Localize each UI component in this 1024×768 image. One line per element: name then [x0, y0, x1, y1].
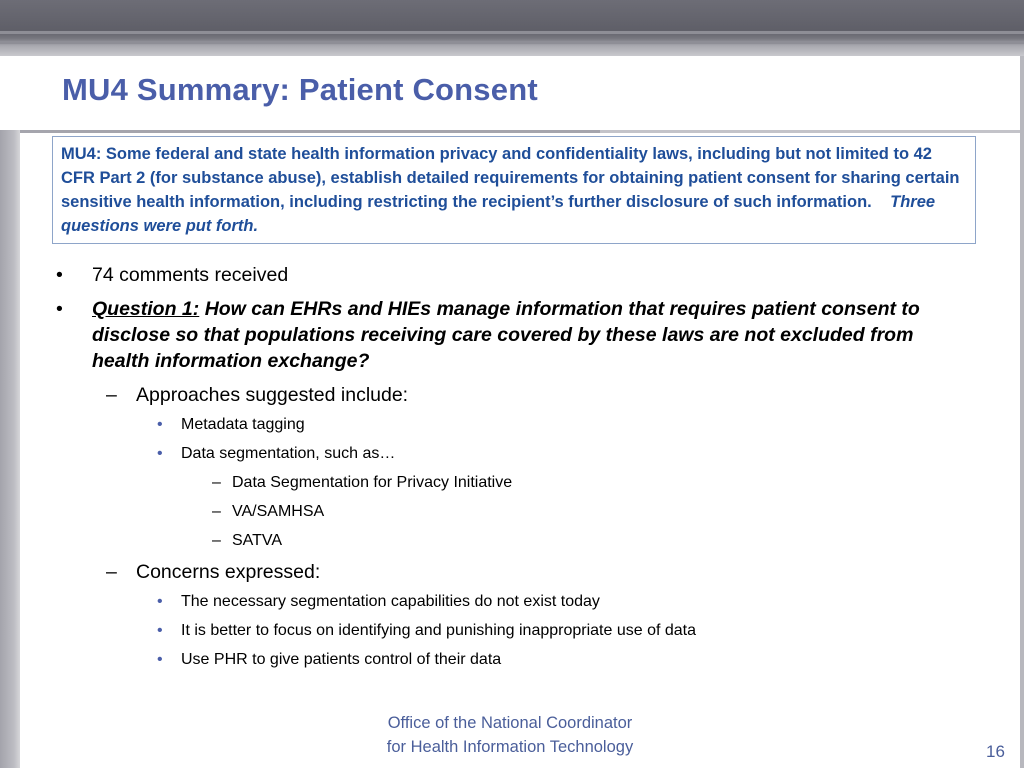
header-bar — [0, 0, 1024, 56]
question-item — [56, 296, 972, 374]
callout-box — [52, 136, 976, 244]
bullet-icon: • — [157, 445, 163, 462]
list-item — [157, 416, 305, 434]
footer-line: Office of the National Coordinator — [387, 714, 633, 732]
list-item — [212, 474, 513, 492]
callout-text: MU4: Some federal and state health information privacy and confidentiality laws, including but not limited to 42 CFR Part 2 (for substance abuse), establish detailed requirements for obtaining patient consent for sharing certain sensitive health information, including restricting the recipient’s further disclosure of such information. — [61, 145, 960, 211]
segmentation-example: Data Segmentation for Privacy Initiative — [232, 474, 513, 491]
list-item — [212, 532, 283, 550]
dash-icon: – — [106, 561, 117, 583]
bullet-icon: • — [157, 622, 163, 639]
list-item — [157, 622, 697, 640]
header-stripe — [0, 31, 1024, 34]
bullet-icon: • — [56, 298, 63, 320]
dash-icon: – — [106, 384, 117, 406]
header-stripe — [0, 41, 1024, 44]
title-underline — [0, 130, 600, 133]
approach-item: Data segmentation, such as… — [181, 445, 396, 462]
dash-icon: – — [212, 503, 221, 520]
dash-icon: – — [212, 532, 221, 549]
concerns-label: Concerns expressed: — [136, 561, 321, 583]
list-item — [56, 264, 289, 287]
segmentation-example: SATVA — [232, 532, 283, 549]
slide-title: MU4 Summary: Patient Consent — [62, 72, 538, 107]
list-item — [106, 384, 409, 407]
bullet-icon: • — [157, 416, 163, 433]
footer — [340, 711, 680, 759]
list-item — [212, 503, 325, 521]
page-number: 16 — [986, 742, 1005, 761]
approach-item: Metadata tagging — [181, 416, 305, 433]
concern-item: Use PHR to give patients control of their data — [181, 651, 502, 668]
question-text: How can EHRs and HIEs manage information that requires patient consent to disclose so that populations receiving care covered by these laws are not excluded from health information exchange? — [92, 298, 920, 372]
dash-icon: – — [212, 474, 221, 491]
concern-item: The necessary segmentation capabilities do not exist today — [181, 593, 600, 610]
list-item — [157, 651, 502, 669]
segmentation-example: VA/SAMHSA — [232, 503, 325, 520]
callout-emphasis: Three questions were put forth. — [61, 193, 936, 235]
bullet-icon: • — [157, 651, 163, 668]
bullet-icon: • — [56, 264, 63, 286]
right-side-bar — [1020, 56, 1024, 768]
list-item — [157, 445, 396, 463]
footer-line: for Health Information Technology — [386, 738, 634, 756]
bullet-icon: • — [157, 593, 163, 610]
comments-count: 74 comments received — [92, 264, 289, 286]
left-side-bar — [0, 130, 20, 768]
concern-item: It is better to focus on identifying and punishing inappropriate use of data — [181, 622, 697, 639]
list-item — [106, 561, 321, 584]
question-label: Question 1: — [92, 298, 200, 320]
approaches-label: Approaches suggested include: — [136, 384, 409, 406]
list-item — [157, 593, 600, 611]
